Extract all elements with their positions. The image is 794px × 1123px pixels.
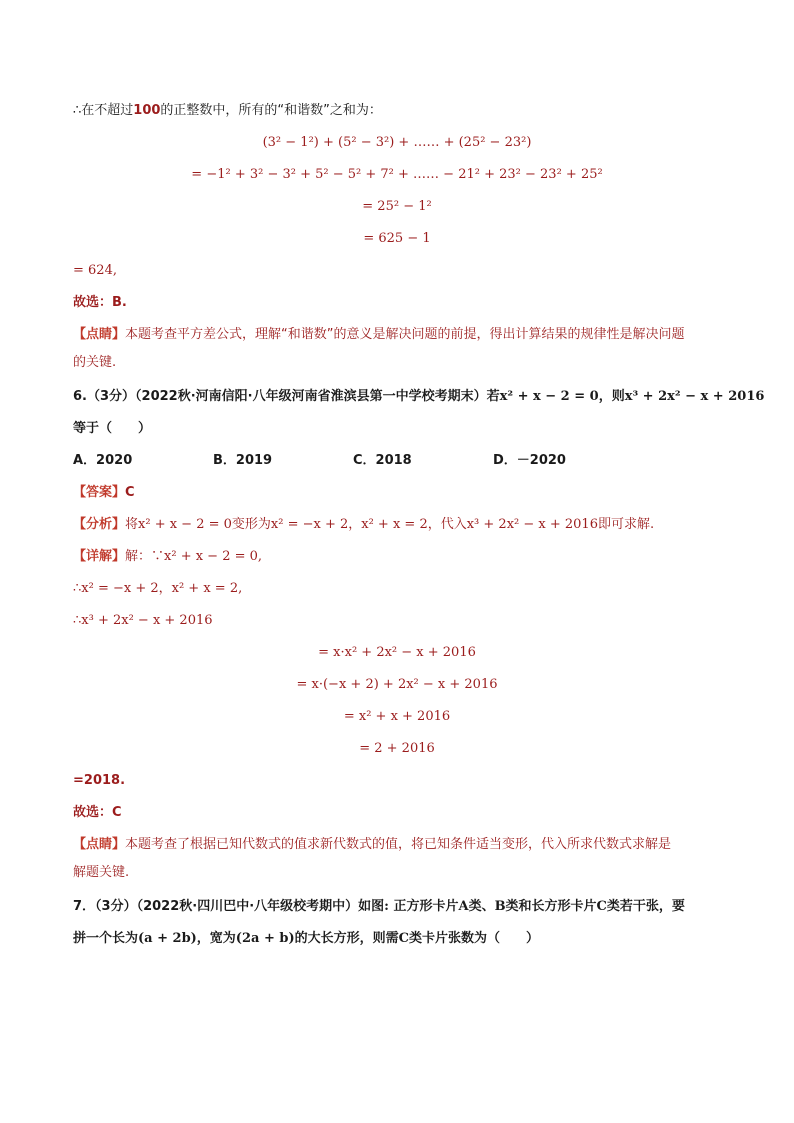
q5-comment-line2: 的关键. xyxy=(73,355,117,370)
q5-equation-2: = −1² + 3² − 3² + 5² − 5² + 7² + …… − 21² + 23² − 23² + 25² xyxy=(191,167,603,182)
analysis-tag: 【分析】 xyxy=(73,517,126,532)
q5-equation-5: = 624, xyxy=(73,263,117,278)
q6-step-7: =2018. xyxy=(73,773,126,788)
q6-answer: 【答案】C xyxy=(73,485,135,500)
q5-comment: 【点睛】本题考查平方差公式，理解“和谐数”的意义是解决问题的前提，得出计算结果的规律性是解决问题 xyxy=(73,327,685,342)
q6-detail: 【详解】解：∵x² + x − 2 = 0, xyxy=(73,549,263,564)
detail-tag: 【详解】 xyxy=(73,549,126,564)
option-b: B．2019 xyxy=(213,453,273,468)
q6-comment-line2: 解题关键. xyxy=(73,865,130,880)
q6-options xyxy=(73,452,633,470)
q5-equation-1: (3² − 1²) + (5² − 3²) + …… + (25² − 23²) xyxy=(262,135,532,150)
q7-header-line2: 拼一个长为(a + 2b)，宽为(2a + b)的大长方形，则需C类卡片张数为（ ） xyxy=(73,931,539,946)
q6-step-3: = x·x² + 2x² − x + 2016 xyxy=(318,645,476,660)
q6-header: 6.（3分）（2022秋·河南信阳·八年级河南省淮滨县第一中学校考期末）若x² + x − 2 = 0，则x³ + 2x² − x + 2016 xyxy=(73,389,765,404)
option-a: A．2020 xyxy=(73,453,133,468)
q5-choice: 故选：B. xyxy=(73,295,127,310)
q6-step-1: ∴x² = −x + 2，x² + x = 2, xyxy=(73,581,243,596)
q5-equation-3: = 25² − 1² xyxy=(362,199,432,214)
q6-step-6: = 2 + 2016 xyxy=(359,741,435,756)
q6-step-2: ∴x³ + 2x² − x + 2016 xyxy=(73,613,213,628)
q5-conclusion: ∴在不超过100的正整数中，所有的“和谐数”之和为： xyxy=(73,103,382,118)
answer-tag: 【答案】 xyxy=(73,485,126,500)
q6-step-5: = x² + x + 2016 xyxy=(343,709,451,724)
comment-tag: 【点睛】 xyxy=(73,837,126,852)
q7-header: 7．（3分）（2022秋·四川巴中·八年级校考期中）如图: 正方形卡片A类、B类和长方形卡片C类若干张，要 xyxy=(73,899,685,914)
comment-tag: 【点睛】 xyxy=(73,327,126,342)
q6-choice: 故选：C xyxy=(73,805,122,820)
q5-equation-4: = 625 − 1 xyxy=(363,231,431,246)
q6-comment: 【点睛】本题考查了根据已知代数式的值求新代数式的值，将已知条件适当变形，代入所求代数式求解是 xyxy=(73,837,672,852)
option-c: C．2018 xyxy=(353,453,412,468)
q6-header-line2: 等于（ ） xyxy=(73,421,152,436)
option-d: D．－2020 xyxy=(493,453,566,468)
q6-analysis: 【分析】将x² + x − 2 = 0变形为x² = −x + 2，x² + x = 2，代入x³ + 2x² − x + 2016即可求解. xyxy=(73,517,655,532)
q6-step-4: = x·(−x + 2) + 2x² − x + 2016 xyxy=(296,677,498,692)
